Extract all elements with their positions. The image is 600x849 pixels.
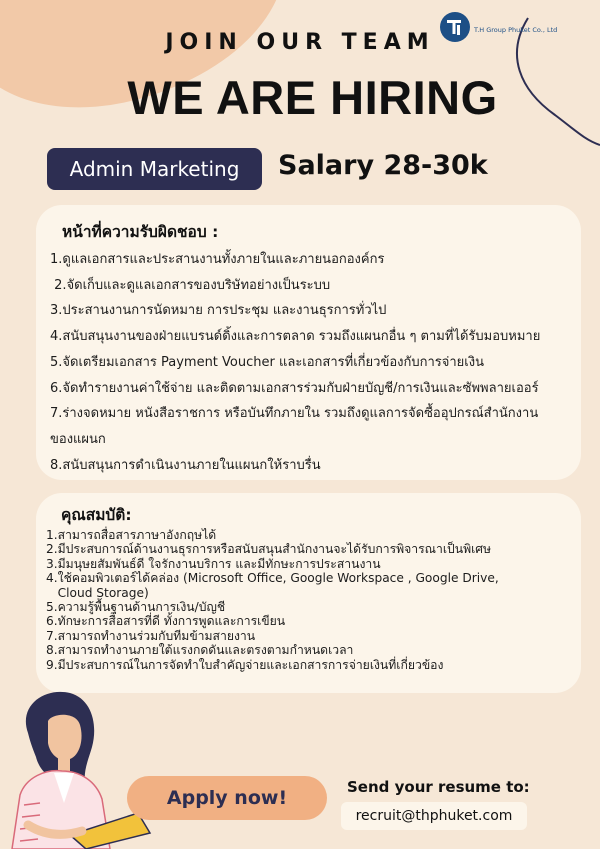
qualifications-title: คุณสมบัติ: [61, 506, 132, 524]
apply-now-button[interactable]: Apply now! [127, 776, 327, 820]
list-item: 5.จัดเตรียมเอกสาร Payment Voucher และเอกสารที่เกี่ยวข้องกับการจ่ายเงิน [50, 354, 484, 370]
join-heading: JOIN OUR TEAM [165, 30, 435, 55]
list-item: 3.มีมนุษยสัมพันธ์ดี ใจรักงานบริการ และมีทักษะการประสานงาน [46, 556, 381, 571]
recruit-email[interactable]: recruit@thphuket.com [341, 802, 527, 830]
list-item: Cloud Storage) [46, 585, 149, 600]
responsibilities-card [36, 205, 581, 480]
list-item: 1.สามารถสื่อสารภาษาอังกฤษได้ [46, 528, 217, 542]
send-resume-label: Send your resume to: [347, 778, 530, 796]
list-item: ของแผนก [50, 431, 106, 447]
list-item: 4.ใช้คอมพิวเตอร์ได้คล่อง (Microsoft Office, Google Workspace , Google Drive, [46, 571, 499, 586]
position-title-badge: Admin Marketing [47, 148, 262, 190]
list-item: 4.สนับสนุนงานของฝ่ายแบรนด์ดิ้งและการตลาด รวมถึงแผนกอื่น ๆ ตามที่ได้รับมอบหมาย [50, 329, 541, 345]
hiring-heading: WE ARE HIRING [127, 71, 498, 124]
qualifications-card [36, 493, 581, 693]
list-item: 8.สามารถทำงานภายใต้แรงกดดันและตรงตามกำหนดเวลา [46, 643, 354, 658]
qualifications-list [46, 528, 576, 672]
list-item: 2.มีประสบการณ์ด้านงานธุรการหรือสนับสนุนสำนักงานจะได้รับการพิจารณาเป็นพิเศษ [46, 542, 492, 557]
list-item: 9.มีประสบการณ์ในการจัดทำใบสำคัญจ่ายและเอกสารการจ่ายเงินที่เกี่ยวข้อง [46, 657, 444, 672]
list-item: 1.ดูแลเอกสารและประสานงานทั้งภายในและภายนอกองค์กร [50, 252, 385, 267]
list-item: 2.จัดเก็บและดูแลเอกสารของบริษัทอย่างเป็นระบบ [50, 277, 331, 293]
list-item: 8.สนับสนุนการดำเนินงานภายในแผนกให้ราบรื่น [50, 457, 321, 473]
salary-text: Salary 28-30k [278, 150, 488, 181]
list-item: 7.สามารถทำงานร่วมกับทีมข้ามสายงาน [46, 628, 256, 643]
responsibilities-title: หน้าที่ความรับผิดชอบ : [62, 223, 219, 241]
list-item: 6.จัดทำรายงานค่าใช้จ่าย และติดตามเอกสารร่วมกับฝ่ายบัญชี/การเงินและซัพพลายเออร์ [50, 380, 539, 396]
list-item: 3.ประสานงานการนัดหมาย การประชุม และงานธุรการทั่วไป [50, 303, 387, 319]
responsibilities-list [50, 247, 580, 478]
list-item: 7.ร่างจดหมาย หนังสือราชการ หรือบันทึกภายใน รวมถึงดูแลการจัดซื้ออุปกรณ์สำนักงาน [50, 406, 539, 422]
company-name: T.H Group Phuket Co., Ltd [474, 26, 558, 34]
list-item: 6.ทักษะการสื่อสารที่ดี ทั้งการพูดและการเขียน [46, 614, 286, 629]
woman-with-laptop-illustration [0, 685, 175, 849]
list-item: 5.ความรู้พื้นฐานด้านการเงิน/บัญชี [46, 600, 226, 615]
